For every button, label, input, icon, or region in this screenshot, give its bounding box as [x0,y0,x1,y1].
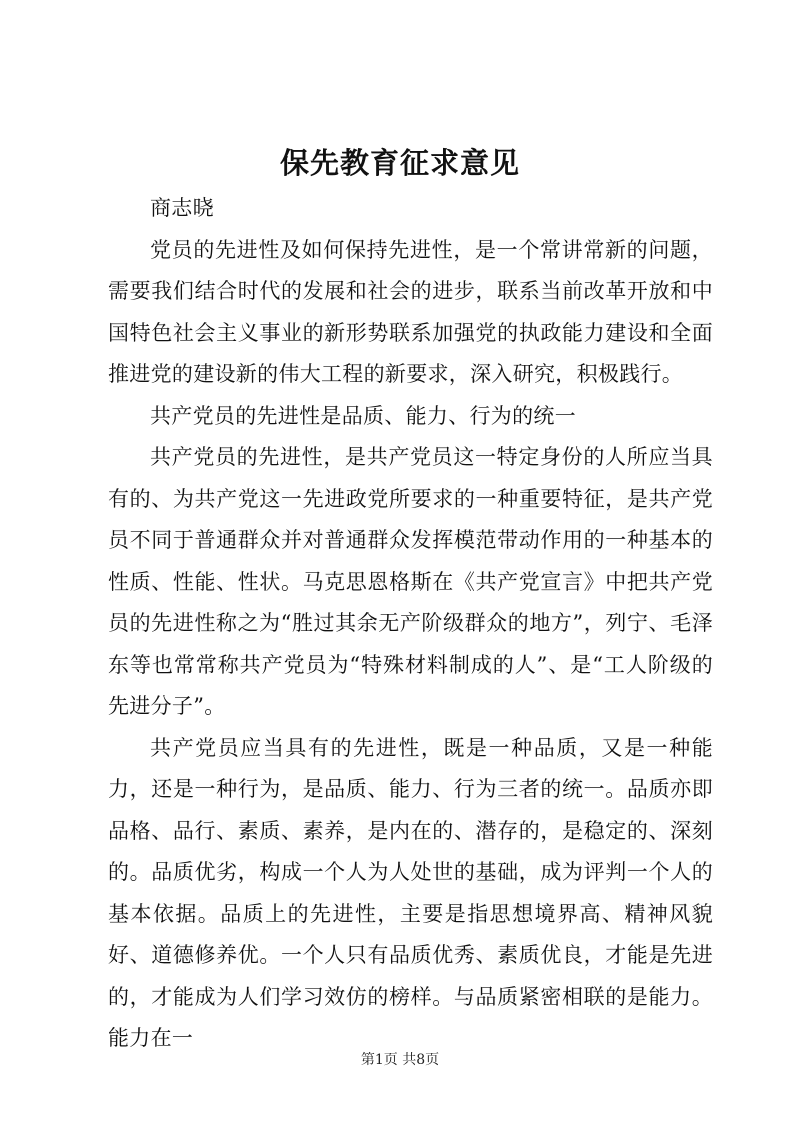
paragraph: 共产党员的先进性，是共产党员这一特定身份的人所应当具有的、为共产党这一先进政党所要求的一种重要特征，是共产党员不同于普通群众并对普通群众发挥模范带动作用的一种基本的性质、性能、性状。马克思恩格斯在《共产党宣言》中把共产党员的先进性称之为“胜过其余无产阶级群众的地方”，列宁、毛泽东等也常常称共产党员为“特殊材料制成的人”、是“工人阶级的先进分子”。 [108,445,713,718]
paragraph: 共产党员应当具有的先进性，既是一种品质，又是一种能力，还是一种行为，是品质、能力、行为三者的统一。品质亦即品格、品行、素质、素养，是内在的、潜存的，是稳定的、深刻的。品质优劣，构成一个人为人处世的基础，成为评判一个人的基本依据。品质上的先进性，主要是指思想境界高、精神风貌好、道德修养优。一个人只有品质优秀、素质优良，才能是先进的，才能成为人们学习效仿的榜样。与品质紧密相联的是能力。能力在一 [108,735,713,1050]
author-line: 商志晓 [150,196,214,220]
paragraph: 党员的先进性及如何保持先进性，是一个常讲常新的问题，需要我们结合时代的发展和社会的进步，联系当前改革开放和中国特色社会主义事业的新形势联系加强党的执政能力建设和全面推进党的建设新的伟大工程的新要求，深入研究，积极践行。 [108,237,713,386]
section-heading: 共产党员的先进性是品质、能力、行为的统一 [150,403,576,428]
page-footer: 第1页 共8页 [360,1052,440,1068]
document-body [108,188,713,1060]
document-title: 保先教育征求意见 [279,146,520,180]
